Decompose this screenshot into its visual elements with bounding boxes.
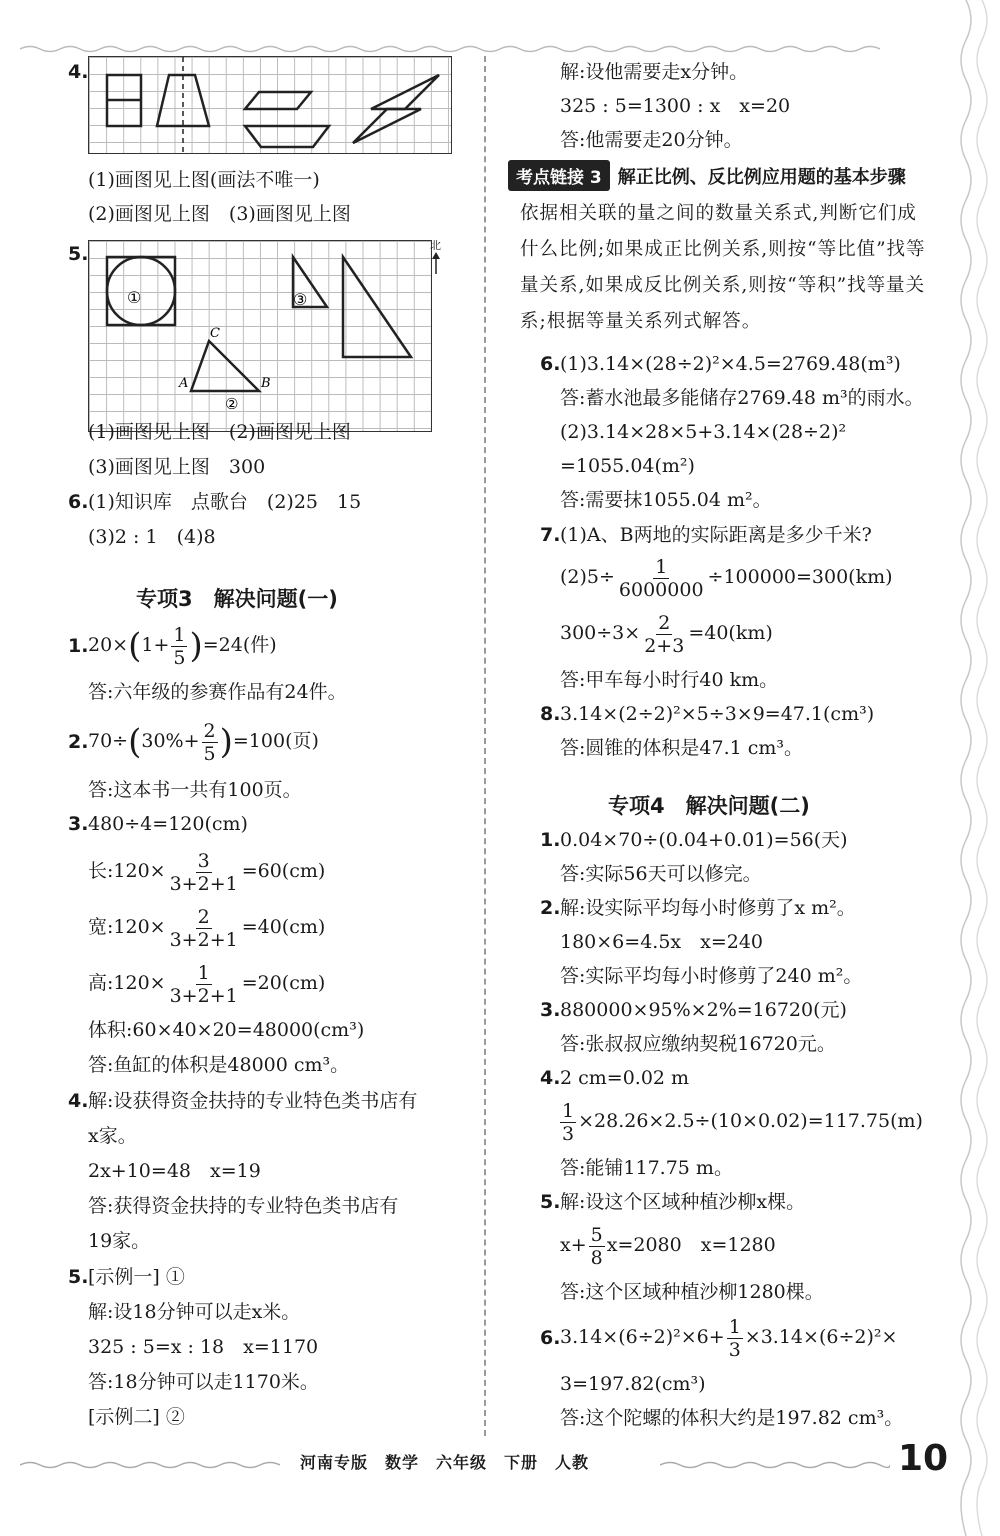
knowledge-link-paragraph: 依据相关联的量之间的数量关系式,判断它们成什么比例;如果成正比例关系,则按“等比值”找等量关系,如果成反比例关系,则按“等积”找等量关系;根据等量关系列式解答。 — [520, 203, 926, 332]
rq-top-line-1: 解:设他需要走x分钟。 — [560, 61, 749, 83]
north-arrow-icon — [431, 252, 441, 274]
rq8-number: 8. — [540, 703, 561, 725]
s3q5-line-1: [示例一] ① — [88, 1266, 185, 1288]
badge-label: 考点链接 3 — [508, 160, 610, 191]
north-indicator — [430, 240, 441, 277]
s3q4-number: 4. — [68, 1090, 89, 1112]
rq8-answer: 答:圆锥的体积是47.1 cm³。 — [560, 737, 804, 759]
q6-answer-2: (3)2 : 1 (4)8 — [88, 526, 216, 548]
rq6-line-2: 答:蓄水池最多能储存2769.48 m³的雨水。 — [560, 387, 924, 409]
s3q4-line-2: x家。 — [88, 1125, 137, 1147]
rq-top-line-3: 答:他需要走20分钟。 — [560, 129, 743, 151]
vertex-label-A: A — [179, 376, 189, 391]
q6-number: 6. — [68, 491, 89, 513]
s3q5-line-4: 答:18分钟可以走1170米。 — [88, 1371, 319, 1393]
s3q3-line-1: 480÷4=120(cm) — [88, 813, 248, 835]
s3q1-number: 1. — [68, 635, 89, 657]
rq7-number: 7. — [540, 524, 561, 546]
q4-answer-1: (1)画图见上图(画法不唯一) — [88, 169, 320, 191]
s4q1-line-1: 0.04×70÷(0.04+0.01)=56(天) — [560, 829, 848, 851]
triangle-label-3: ③ — [293, 290, 308, 309]
column-divider — [484, 56, 486, 1436]
s3q1-answer: 答:六年级的参赛作品有24件。 — [88, 681, 347, 703]
rq8-line-1: 3.14×(2÷2)²×5÷3×9=47.1(cm³) — [560, 703, 875, 725]
s4q3-answer: 答:张叔叔应缴纳契税16720元。 — [560, 1033, 836, 1055]
s3q4-line-5: 19家。 — [88, 1230, 151, 1252]
rq7-line-2: (2)5÷ $\frac{1}{6000000}$ ÷100000=300(km) — [560, 555, 893, 601]
s4q6-number: 6. — [540, 1327, 561, 1349]
s3q3-answer: 答:鱼缸的体积是48000 cm³。 — [88, 1054, 350, 1076]
s4q2-answer: 答:实际平均每小时修剪了240 m²。 — [560, 965, 863, 987]
vertex-label-B: B — [261, 376, 271, 391]
s4q4-line-2: $\frac{1}{3}$ ×28.26×2.5÷(10×0.02)=117.75(m) — [562, 1099, 923, 1145]
s3q3-volume: 体积:60×40×20=48000(cm³) — [88, 1019, 365, 1041]
section-4-heading: 专项4 解决问题(二) — [608, 794, 810, 818]
q5-answer-1: (1)画图见上图 (2)画图见上图 — [88, 421, 351, 443]
q5-answer-2: (3)画图见上图 300 — [88, 456, 266, 478]
badge-title: 解正比例、反比例应用题的基本步骤 — [617, 166, 906, 188]
rq-top-line-2: 325 : 5=1300 : x x=20 — [560, 95, 791, 117]
s4q1-answer: 答:实际56天可以修完。 — [560, 863, 762, 885]
s3q2-equation: 70÷(30%+ $\frac{2}{5}$ )=100(页) — [88, 719, 319, 765]
s4q3-line-1: 880000×95%×2%=16720(元) — [560, 999, 847, 1021]
s4q5-line-1: 解:设这个区域种植沙柳x棵。 — [560, 1191, 806, 1213]
s3q3-length: 长:120× $\frac{3}{3+2+1}$ =60(cm) — [88, 849, 326, 895]
vertex-label-C: C — [210, 326, 220, 341]
s3q4-line-4: 答:获得资金扶持的专业特色类书店有 — [88, 1195, 399, 1217]
s3q5-line-2: 解:设18分钟可以走x米。 — [88, 1301, 301, 1323]
footer-book-info: 河南专版 数学 六年级 下册 人教 — [300, 1453, 590, 1472]
top-wave-decoration — [20, 44, 880, 54]
s3q2-answer: 答:这本书一共有100页。 — [88, 779, 302, 801]
s4q4-answer: 答:能铺117.75 m。 — [560, 1157, 733, 1179]
s4q2-number: 2. — [540, 897, 561, 919]
s3q3-number: 3. — [68, 813, 89, 835]
page-number: 10 — [898, 1438, 949, 1479]
s3q5-number: 5. — [68, 1266, 89, 1288]
s4q6-line-2: 3=197.82(cm³) — [560, 1373, 706, 1395]
q4-answer-2: (2)画图见上图 (3)画图见上图 — [88, 203, 351, 225]
s4q6-line-1: 3.14×(6÷2)²×6+ $\frac{1}{3}$ ×3.14×(6÷2)²× — [560, 1315, 898, 1361]
q6-answer-1: (1)知识库 点歌台 (2)25 15 — [88, 491, 362, 513]
q4-number: 4. — [68, 61, 89, 83]
north-label: 北 — [430, 239, 441, 252]
s4q4-line-1: 2 cm=0.02 m — [560, 1067, 690, 1089]
s4q2-line-2: 180×6=4.5x x=240 — [560, 931, 764, 953]
rq7-line-3: 300÷3× $\frac{2}{2+3}$ =40(km) — [560, 611, 773, 657]
rq6-number: 6. — [540, 353, 561, 375]
s4q5-answer: 答:这个区域种植沙柳1280棵。 — [560, 1281, 824, 1303]
s4q5-line-2: x+ $\frac{5}{8}$ x=2080 x=1280 — [560, 1223, 776, 1269]
s3q3-width: 宽:120× $\frac{2}{3+2+1}$ =40(cm) — [88, 905, 326, 951]
s4q5-number: 5. — [540, 1191, 561, 1213]
rq7-line-1: (1)A、B两地的实际距离是多少千米? — [560, 524, 872, 546]
footer-wave-right — [660, 1460, 890, 1470]
s3q5-line-3: 325 : 5=x : 18 x=1170 — [88, 1336, 319, 1358]
rq6-line-3: (2)3.14×28×5+3.14×(28÷2)² — [560, 421, 847, 443]
s4q2-line-1: 解:设实际平均每小时修剪了x m²。 — [560, 897, 856, 919]
right-edge-decoration — [952, 0, 1000, 1536]
knowledge-link-badge — [508, 160, 906, 191]
triangle-label-2: ② — [225, 395, 239, 413]
s4q6-answer: 答:这个陀螺的体积大约是197.82 cm³。 — [560, 1407, 904, 1429]
s4q1-number: 1. — [540, 829, 561, 851]
q5-grid-figure — [88, 240, 432, 432]
rq6-line-1: (1)3.14×(28÷2)²×4.5=2769.48(m³) — [560, 353, 901, 375]
rq6-line-5: 答:需要抹1055.04 m²。 — [560, 489, 772, 511]
s3q4-line-3: 2x+10=48 x=19 — [88, 1160, 261, 1182]
footer-wave-left — [20, 1460, 280, 1470]
rq7-answer: 答:甲车每小时行40 km。 — [560, 669, 779, 691]
s3q5-line-5: [示例二] ② — [88, 1406, 185, 1428]
q4-grid-figure — [88, 56, 452, 154]
s3q2-number: 2. — [68, 731, 89, 753]
s3q1-equation: 20×(1+ $\frac{1}{5}$ )=24(件) — [88, 623, 277, 669]
s3q4-line-1: 解:设获得资金扶持的专业特色类书店有 — [88, 1090, 418, 1112]
s4q4-number: 4. — [540, 1067, 561, 1089]
s4q3-number: 3. — [540, 999, 561, 1021]
rq6-line-4: =1055.04(m²) — [560, 455, 695, 477]
q5-number: 5. — [68, 243, 89, 265]
circle-label-1: ① — [127, 288, 142, 307]
page-footer — [0, 1434, 1000, 1494]
s3q3-height: 高:120× $\frac{1}{3+2+1}$ =20(cm) — [88, 961, 326, 1007]
section-3-heading: 专项3 解决问题(一) — [136, 587, 338, 611]
